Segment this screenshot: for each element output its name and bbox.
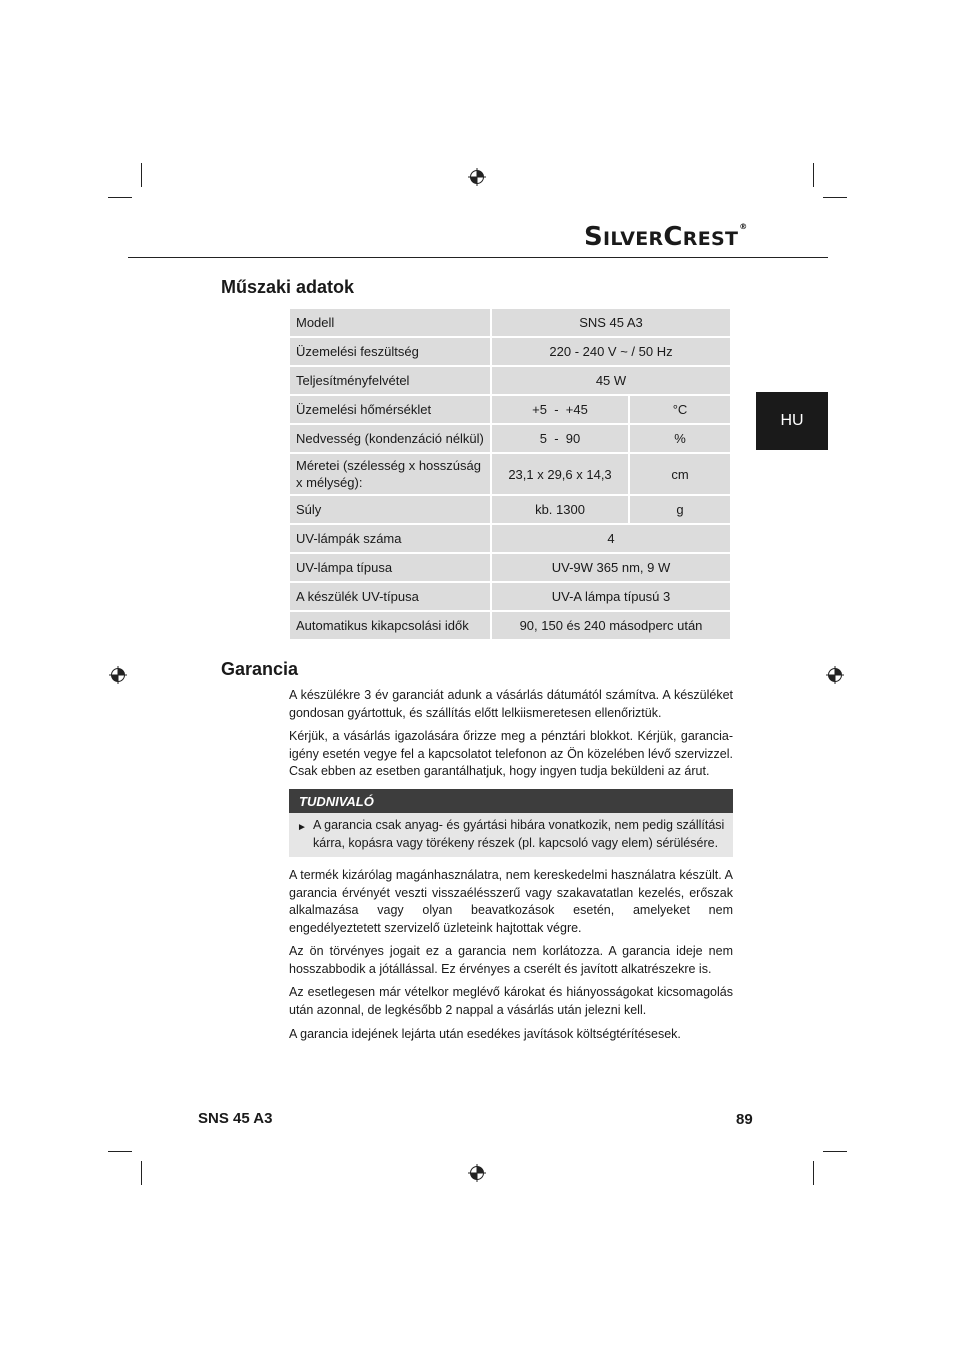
table-row (290, 525, 732, 554)
table-row (290, 338, 732, 367)
spec-label: A készülék UV-típusa (290, 583, 492, 612)
language-tab: HU (756, 392, 828, 450)
logo-letters: REST (682, 228, 739, 250)
spec-label: Nedvesség (kondenzáció nélkül) (290, 425, 492, 454)
table-row (290, 496, 732, 525)
spec-value: UV-9W 365 nm, 9 W (492, 554, 732, 583)
spec-value: 220 - 240 V ~ / 50 Hz (492, 338, 732, 367)
warranty-heading: Garancia (221, 659, 299, 679)
spec-label: Modell (290, 309, 492, 338)
table-row (290, 367, 732, 396)
spec-label: UV-lámpák száma (290, 525, 492, 554)
registered-mark: ® (739, 222, 748, 231)
registration-mark-icon (826, 666, 844, 684)
table-row (290, 554, 732, 583)
specs-table (290, 309, 732, 641)
crop-mark (823, 1151, 847, 1152)
logo-letter: C (663, 222, 683, 252)
crop-mark (108, 1151, 132, 1152)
logo-letters: ILVER (603, 228, 664, 250)
spec-value: +5 - +45 (492, 396, 630, 425)
spec-value: 45 W (492, 367, 732, 396)
spec-value: 4 (492, 525, 732, 554)
specs-heading: Műszaki adatok (221, 277, 355, 297)
spec-value: UV-A lámpa típusú 3 (492, 583, 732, 612)
paragraph: A készülékre 3 év garanciát adunk a vásárlás dátumától számítva. A készüléket gondosan gyártottuk, és szállítás előtt lelkiismeretesen ellenőriztük. (289, 688, 733, 720)
spec-value: 5 - 90 (492, 425, 630, 454)
spec-label: Méretei (szélesség x hosszúság x mélység): (290, 454, 492, 496)
registration-mark-icon (468, 1164, 486, 1182)
crop-mark (823, 197, 847, 198)
note-title: TUDNIVALÓ (289, 789, 733, 813)
crop-mark (813, 1161, 814, 1185)
header-rule (128, 257, 828, 258)
spec-label: Automatikus kikapcsolási idők (290, 612, 492, 641)
paragraph: A termék kizárólag magánhasználatra, nem kereskedelmi használatra készült. A garancia érvényét veszti visszaélésszerű vagy szakavatatlan kezelés, erőszak alkalmazása vagy olyan beavatkozások esetén, amelyeket nem engedélyeztetett szervizelő üzleteink hajtottak végre. (289, 868, 733, 935)
table-row (290, 309, 732, 338)
table-row (290, 425, 732, 454)
spec-unit: g (630, 496, 732, 525)
spec-value: SNS 45 A3 (492, 309, 732, 338)
spec-label: UV-lámpa típusa (290, 554, 492, 583)
registration-mark-icon (468, 168, 486, 186)
spec-value: 23,1 x 29,6 x 14,3 (492, 454, 630, 496)
spec-value: kb. 1300 (492, 496, 630, 525)
spec-label: Üzemelési feszültség (290, 338, 492, 367)
table-row (290, 454, 732, 496)
brand-logo (584, 222, 754, 252)
registration-mark-icon (109, 666, 127, 684)
note-box (289, 813, 733, 857)
note-text: A garancia csak anyag- és gyártási hibára vonatkozik, nem pedig szállítási kárra, kopásra vagy törékeny részek (pl. kapcsoló vagy elem) sérülésére. (313, 818, 725, 850)
footer-model: SNS 45 A3 (198, 1110, 273, 1127)
crop-mark (813, 163, 814, 187)
table-row (290, 396, 732, 425)
spec-label: Teljesítményfelvétel (290, 367, 492, 396)
table-row (290, 612, 732, 641)
paragraph: Az ön törvényes jogait ez a garancia nem korlátozza. A garancia ideje nem hosszabbodik a jótállással. Ez érvényes a cserélt és javított alkatrészekre is. (289, 944, 733, 976)
spec-unit: cm (630, 454, 732, 496)
paragraph: Kérjük, a vásárlás igazolására őrizze meg a pénztári blokkot. Kérjük, garancia-igény esetén vegye fel a kapcsolatot telefonon az Ön közelében lévő szervizzel. Csak ebben az esetben garantálhatjuk, hogy ingyen tudja beküldeni az árut. (289, 729, 733, 778)
page-number: 89 (736, 1111, 753, 1128)
arrow-right-icon: ► (297, 822, 307, 833)
spec-unit: % (630, 425, 732, 454)
spec-label: Üzemelési hőmérséklet (290, 396, 492, 425)
spec-value: 90, 150 és 240 másodperc után (492, 612, 732, 641)
logo-letter: S (584, 222, 604, 252)
spec-label: Súly (290, 496, 492, 525)
crop-mark (141, 163, 142, 187)
crop-mark (141, 1161, 142, 1185)
table-row (290, 583, 732, 612)
paragraph: Az esetlegesen már vételkor meglévő károkat és hiányosságokat kicsomagolás után azonnal, de legkésőbb 2 nappal a vásárlás után jelezni kell. (289, 985, 733, 1017)
spec-unit: °C (630, 396, 732, 425)
crop-mark (108, 197, 132, 198)
paragraph: A garancia idejének lejárta után esedékes javítások költségtérítésesek. (289, 1027, 681, 1041)
